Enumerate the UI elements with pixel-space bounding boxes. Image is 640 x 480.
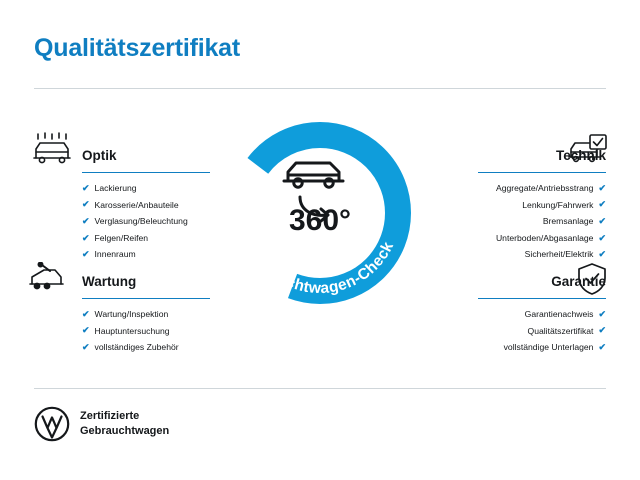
section-heading-technik: Technik [555,148,606,163]
check-icon: ✔ [82,341,90,352]
list-item [406,306,606,323]
svg-text:Gebrauchtwagen-Check: Gebrauchtwagen-Check [242,238,398,298]
list-item [406,180,606,197]
section-list-optik [82,180,232,263]
list-item [82,246,232,263]
section-divider-wartung [82,298,210,299]
footer-line-2: Gebrauchtwagen [80,425,170,437]
section-heading-wartung: Wartung [82,274,137,289]
vw-logo-icon [34,406,70,447]
check-icon: ✔ [82,325,90,336]
check-icon: ✔ [82,182,90,193]
footer-divider [34,388,606,389]
list-item [406,323,606,340]
section-list-garantie [406,306,606,356]
check-icon: ✔ [598,341,606,352]
car-wash-icon [30,132,74,171]
check-icon: ✔ [82,249,90,260]
list-item-label: Wartung/Inspektion [94,309,169,319]
service-tools-icon [28,262,70,299]
section-list-wartung [82,306,242,356]
list-item [406,246,606,263]
title-divider [34,88,606,89]
list-item-label: Sicherheit/Elektrik [524,249,594,260]
list-item [82,197,232,214]
list-item-label: Hauptuntersuchung [94,325,170,336]
list-item-label: Garantienachweis [524,309,594,319]
list-item-label: Qualitätszertifikat [527,325,594,336]
list-item-label: Felgen/Reifen [94,232,149,243]
list-item [406,213,606,230]
footer-text [80,409,169,439]
check-icon: ✔ [598,249,606,260]
check-icon: ✔ [82,199,90,210]
list-item [82,213,232,230]
list-item-label: Lackierung [94,183,137,193]
list-item-label: Karosserie/Anbauteile [94,199,179,210]
check-icon: ✔ [598,215,606,226]
list-item [406,339,606,356]
list-item [82,230,232,247]
list-item-label: Unterboden/Abgasanlage [495,232,594,243]
section-divider-garantie [478,298,606,299]
section-list-technik [406,180,606,263]
section-heading-optik: Optik [82,148,117,163]
list-item [406,230,606,247]
check-icon: ✔ [82,308,90,319]
check-badge [222,115,418,311]
check-icon: ✔ [598,232,606,243]
list-item-label: vollständige Unterlagen [503,342,594,353]
list-item-label: Aggregate/Antriebsstrang [495,183,594,193]
check-icon: ✔ [598,182,606,193]
list-item [82,323,242,340]
section-divider-technik [478,172,606,173]
check-icon: ✔ [598,308,606,319]
footer-line-1: Zertifizierte [80,410,140,422]
list-item [82,180,232,197]
list-item-label: Bremsanlage [542,216,594,227]
section-heading-garantie: Garantie [551,274,606,289]
badge-degrees: 360° [288,204,352,237]
list-item-label: Innenraum [94,249,136,260]
check-icon: ✔ [598,325,606,336]
check-icon: ✔ [598,199,606,210]
list-item [82,306,242,323]
list-item-label: vollständiges Zubehör [94,342,179,353]
list-item-label: Lenkung/Fahrwerk [522,199,594,210]
list-item [406,197,606,214]
page-title: Qualitätszertifikat [34,34,240,62]
check-icon: ✔ [82,232,90,243]
list-item-label: Verglasung/Beleuchtung [94,216,188,227]
check-icon: ✔ [82,215,90,226]
list-item [82,339,242,356]
section-divider-optik [82,172,210,173]
